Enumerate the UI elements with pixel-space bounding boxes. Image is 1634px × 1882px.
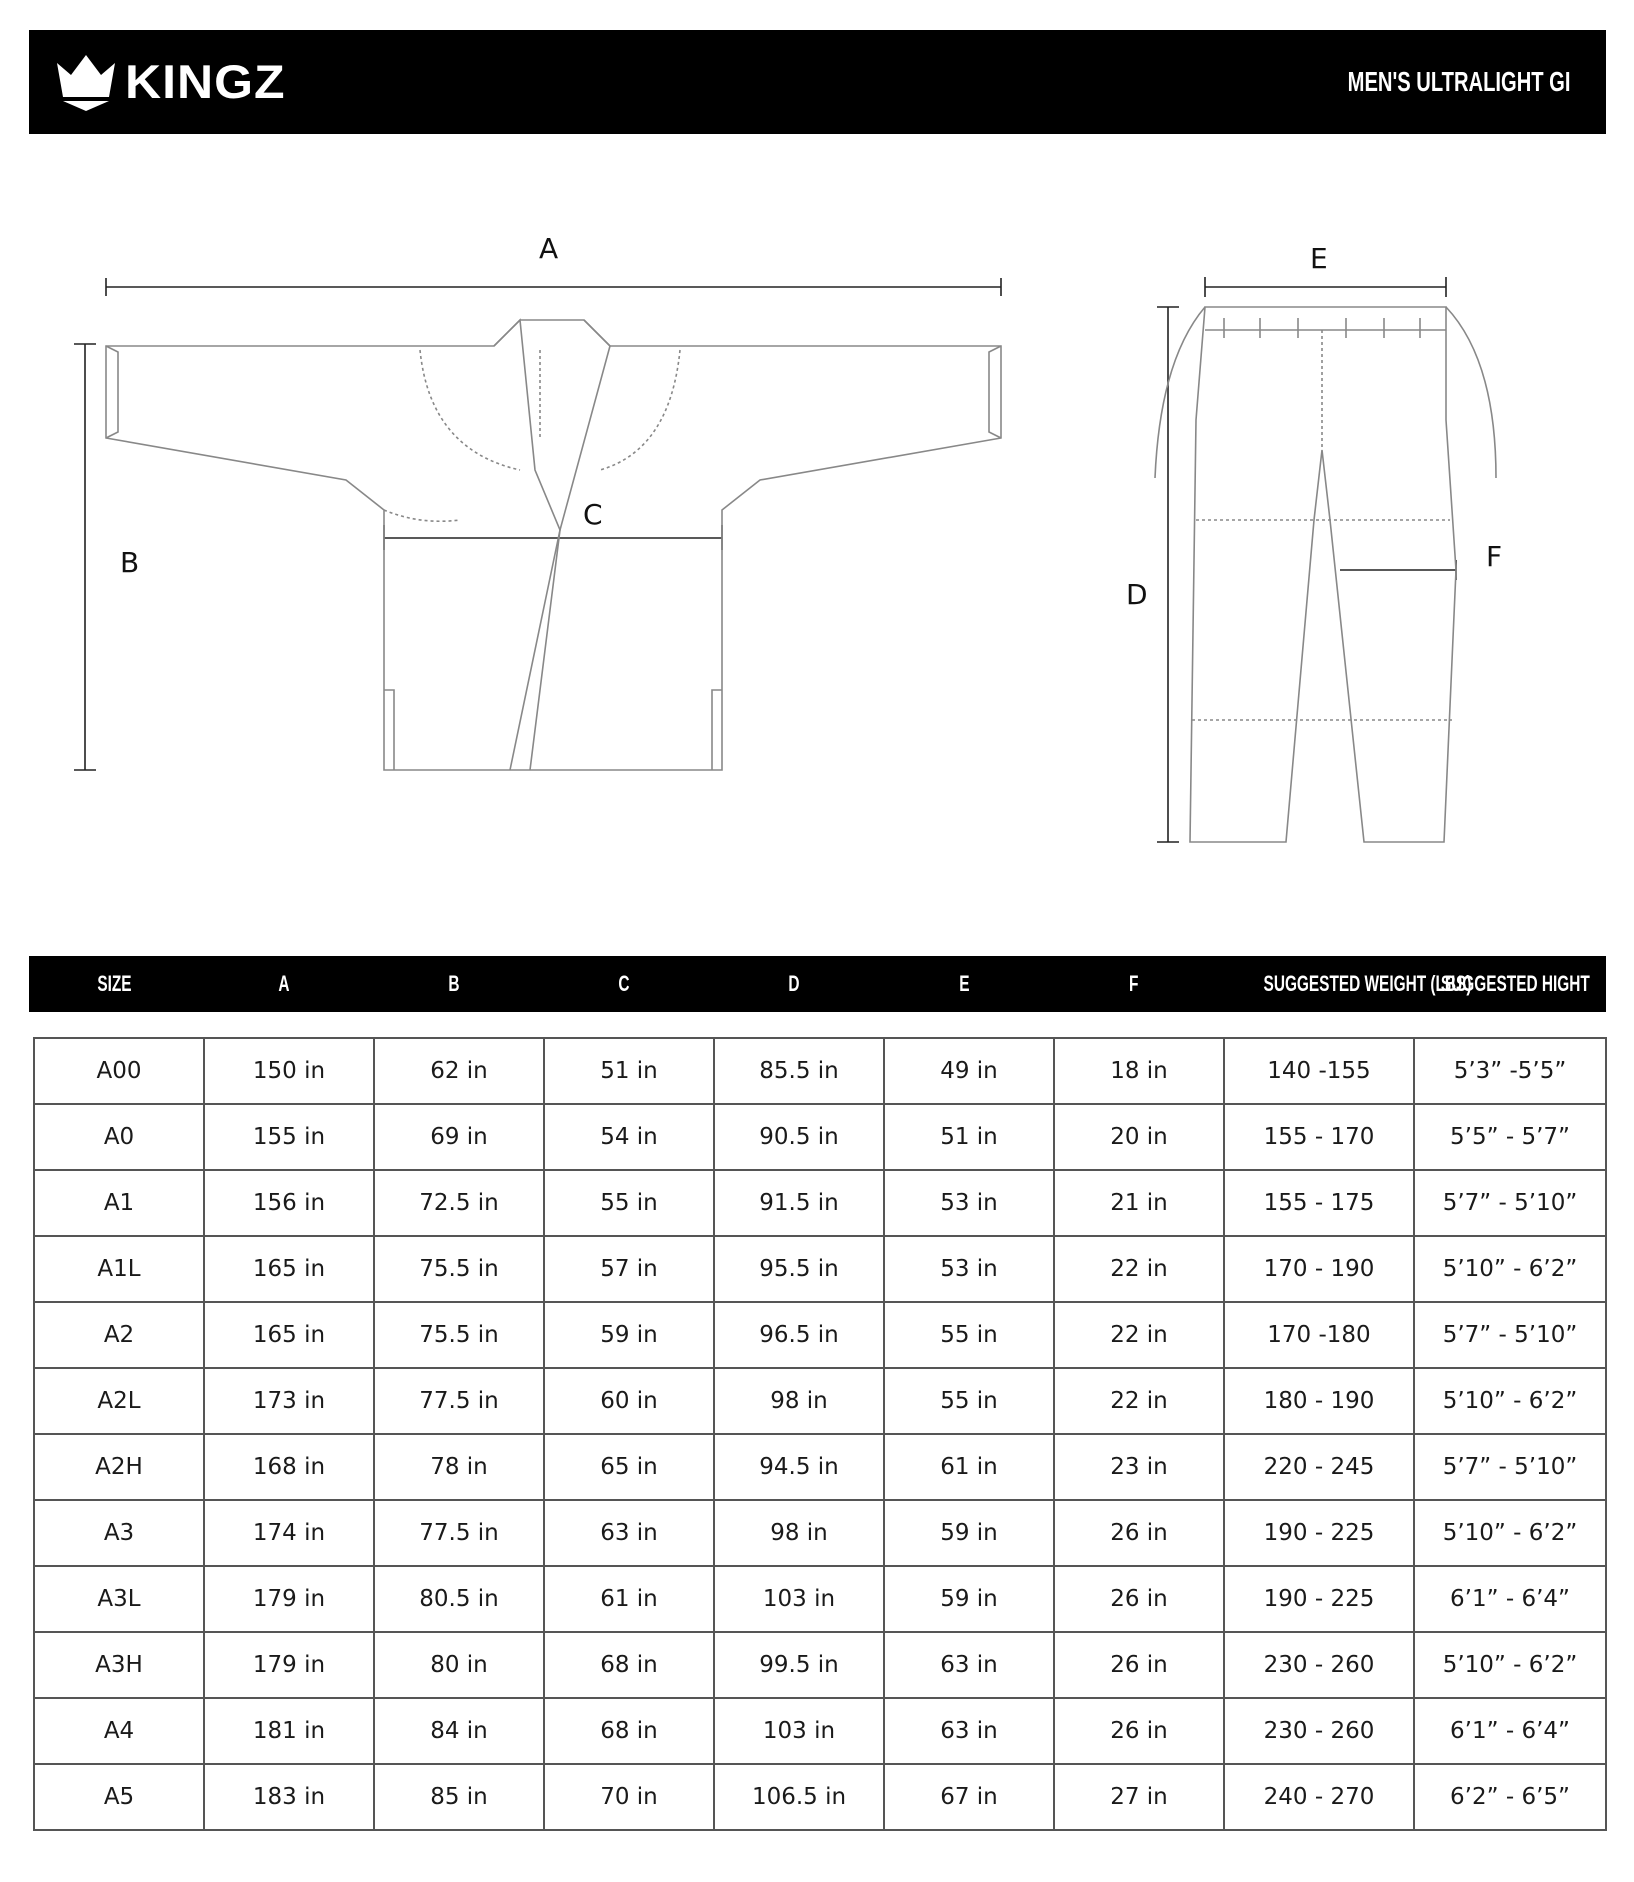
cell-b: 78 in (374, 1434, 544, 1500)
cell-e: 59 in (884, 1500, 1054, 1566)
dimension-a-label: A (539, 232, 559, 265)
cell-e: 53 in (884, 1170, 1054, 1236)
cell-b: 84 in (374, 1698, 544, 1764)
cell-c: 54 in (544, 1104, 714, 1170)
cell-f: 20 in (1054, 1104, 1224, 1170)
cell-e: 61 in (884, 1434, 1054, 1500)
cell-suggested-weight: 230 - 260 (1224, 1698, 1414, 1764)
cell-suggested-weight: 220 - 245 (1224, 1434, 1414, 1500)
table-row (34, 1368, 1606, 1434)
dimension-d-label: D (1126, 578, 1148, 611)
cell-size: A0 (34, 1104, 204, 1170)
column-header-size: SIZE (96, 971, 132, 996)
cell-suggested-weight: 190 - 225 (1224, 1500, 1414, 1566)
cell-suggested-weight: 170 -180 (1224, 1302, 1414, 1368)
cell-f: 26 in (1054, 1500, 1224, 1566)
table-row (34, 1632, 1606, 1698)
cell-size: A3H (34, 1632, 204, 1698)
cell-d: 99.5 in (714, 1632, 884, 1698)
cell-suggested-weight: 190 - 225 (1224, 1566, 1414, 1632)
table-row (34, 1104, 1606, 1170)
cell-a: 179 in (204, 1566, 374, 1632)
column-header-suggested-height: SUGGESTED HIGHT (1440, 971, 1590, 996)
cell-c: 70 in (544, 1764, 714, 1830)
cell-suggested-height: 5’10” - 6’2” (1414, 1236, 1606, 1302)
cell-f: 26 in (1054, 1698, 1224, 1764)
cell-e: 51 in (884, 1104, 1054, 1170)
cell-d: 95.5 in (714, 1236, 884, 1302)
cell-e: 67 in (884, 1764, 1054, 1830)
cell-e: 53 in (884, 1236, 1054, 1302)
header-bar (29, 30, 1606, 134)
cell-d: 90.5 in (714, 1104, 884, 1170)
cell-suggested-height: 6’1” - 6’4” (1414, 1566, 1606, 1632)
cell-a: 173 in (204, 1368, 374, 1434)
cell-size: A3 (34, 1500, 204, 1566)
cell-f: 18 in (1054, 1038, 1224, 1104)
cell-a: 165 in (204, 1236, 374, 1302)
cell-size: A2 (34, 1302, 204, 1368)
cell-size: A2L (34, 1368, 204, 1434)
column-header-f: F (1129, 971, 1139, 996)
table-row (34, 1236, 1606, 1302)
cell-f: 22 in (1054, 1302, 1224, 1368)
cell-size: A1L (34, 1236, 204, 1302)
cell-c: 68 in (544, 1698, 714, 1764)
cell-f: 22 in (1054, 1236, 1224, 1302)
cell-e: 49 in (884, 1038, 1054, 1104)
cell-d: 91.5 in (714, 1170, 884, 1236)
cell-d: 98 in (714, 1368, 884, 1434)
cell-suggested-weight: 240 - 270 (1224, 1764, 1414, 1830)
cell-a: 150 in (204, 1038, 374, 1104)
cell-suggested-height: 5’10” - 6’2” (1414, 1500, 1606, 1566)
garment-diagram (0, 150, 1634, 950)
table-row (34, 1500, 1606, 1566)
cell-a: 183 in (204, 1764, 374, 1830)
cell-f: 22 in (1054, 1368, 1224, 1434)
table-row (34, 1434, 1606, 1500)
crown-icon (55, 53, 117, 111)
cell-d: 103 in (714, 1698, 884, 1764)
size-chart-table (33, 1037, 1607, 1831)
table-row (34, 1698, 1606, 1764)
cell-suggested-weight: 140 -155 (1224, 1038, 1414, 1104)
cell-b: 72.5 in (374, 1170, 544, 1236)
cell-suggested-height: 5’7” - 5’10” (1414, 1170, 1606, 1236)
cell-c: 63 in (544, 1500, 714, 1566)
table-row (34, 1764, 1606, 1830)
cell-d: 85.5 in (714, 1038, 884, 1104)
cell-a: 168 in (204, 1434, 374, 1500)
dimension-e-label: E (1310, 242, 1328, 275)
cell-d: 98 in (714, 1500, 884, 1566)
cell-suggested-height: 6’1” - 6’4” (1414, 1698, 1606, 1764)
cell-suggested-height: 5’7” - 5’10” (1414, 1302, 1606, 1368)
cell-size: A5 (34, 1764, 204, 1830)
cell-b: 80 in (374, 1632, 544, 1698)
product-title: MEN'S ULTRALIGHT GI (1347, 66, 1570, 97)
cell-suggested-weight: 155 - 170 (1224, 1104, 1414, 1170)
column-header-e: E (958, 971, 970, 996)
cell-e: 55 in (884, 1368, 1054, 1434)
cell-e: 55 in (884, 1302, 1054, 1368)
dimension-b-label: B (120, 546, 140, 579)
cell-a: 174 in (204, 1500, 374, 1566)
column-header-d: D (788, 971, 800, 996)
cell-b: 80.5 in (374, 1566, 544, 1632)
cell-b: 75.5 in (374, 1302, 544, 1368)
cell-suggested-height: 5’7” - 5’10” (1414, 1434, 1606, 1500)
cell-suggested-height: 5’10” - 6’2” (1414, 1368, 1606, 1434)
cell-d: 94.5 in (714, 1434, 884, 1500)
table-header-bar (29, 956, 1606, 1012)
cell-b: 77.5 in (374, 1368, 544, 1434)
cell-c: 55 in (544, 1170, 714, 1236)
cell-suggested-weight: 180 - 190 (1224, 1368, 1414, 1434)
cell-f: 27 in (1054, 1764, 1224, 1830)
cell-c: 65 in (544, 1434, 714, 1500)
cell-size: A1 (34, 1170, 204, 1236)
cell-a: 165 in (204, 1302, 374, 1368)
cell-suggested-height: 5’3” -5’5” (1414, 1038, 1606, 1104)
cell-size: A2H (34, 1434, 204, 1500)
cell-e: 59 in (884, 1566, 1054, 1632)
cell-f: 26 in (1054, 1566, 1224, 1632)
cell-f: 23 in (1054, 1434, 1224, 1500)
cell-size: A4 (34, 1698, 204, 1764)
cell-a: 179 in (204, 1632, 374, 1698)
table-row (34, 1038, 1606, 1104)
brand-logo (55, 52, 286, 112)
cell-b: 62 in (374, 1038, 544, 1104)
cell-suggested-height: 5’5” - 5’7” (1414, 1104, 1606, 1170)
cell-b: 69 in (374, 1104, 544, 1170)
column-header-a: A (278, 971, 290, 996)
cell-c: 57 in (544, 1236, 714, 1302)
table-row (34, 1170, 1606, 1236)
table-row (34, 1302, 1606, 1368)
cell-size: A3L (34, 1566, 204, 1632)
cell-c: 61 in (544, 1566, 714, 1632)
dimension-f-label: F (1486, 540, 1503, 573)
column-header-c: C (618, 971, 630, 996)
cell-f: 26 in (1054, 1632, 1224, 1698)
cell-e: 63 in (884, 1632, 1054, 1698)
column-header-b: B (448, 971, 460, 996)
cell-d: 103 in (714, 1566, 884, 1632)
cell-b: 85 in (374, 1764, 544, 1830)
brand-name: KINGZ (125, 55, 286, 109)
gi-outline-drawing (0, 150, 1634, 950)
cell-suggested-weight: 170 - 190 (1224, 1236, 1414, 1302)
cell-suggested-weight: 155 - 175 (1224, 1170, 1414, 1236)
cell-c: 60 in (544, 1368, 714, 1434)
cell-a: 155 in (204, 1104, 374, 1170)
cell-d: 106.5 in (714, 1764, 884, 1830)
cell-suggested-height: 5’10” - 6’2” (1414, 1632, 1606, 1698)
cell-f: 21 in (1054, 1170, 1224, 1236)
table-row (34, 1566, 1606, 1632)
size-chart-body (34, 1038, 1606, 1830)
cell-b: 75.5 in (374, 1236, 544, 1302)
cell-a: 181 in (204, 1698, 374, 1764)
cell-e: 63 in (884, 1698, 1054, 1764)
cell-d: 96.5 in (714, 1302, 884, 1368)
cell-a: 156 in (204, 1170, 374, 1236)
column-header-suggested-weight: SUGGESTED WEIGHT (LBS) (1263, 971, 1472, 996)
cell-c: 59 in (544, 1302, 714, 1368)
cell-size: A00 (34, 1038, 204, 1104)
cell-c: 68 in (544, 1632, 714, 1698)
cell-b: 77.5 in (374, 1500, 544, 1566)
cell-suggested-weight: 230 - 260 (1224, 1632, 1414, 1698)
dimension-c-label: C (583, 498, 603, 531)
cell-c: 51 in (544, 1038, 714, 1104)
cell-suggested-height: 6’2” - 6’5” (1414, 1764, 1606, 1830)
